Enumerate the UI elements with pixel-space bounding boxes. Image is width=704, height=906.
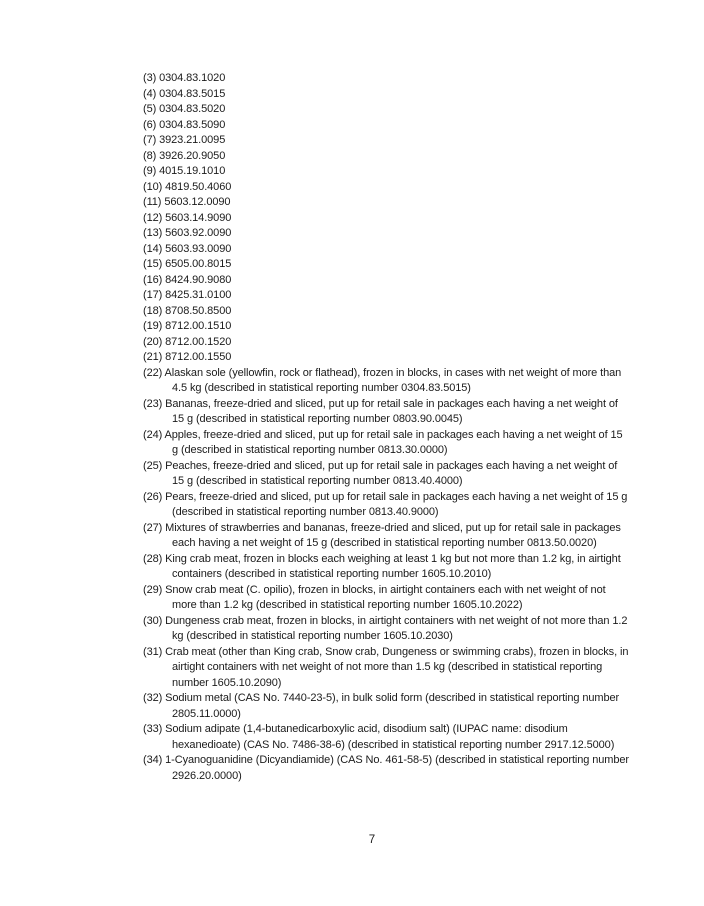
item-number: (6) [143, 118, 157, 131]
list-item [143, 180, 630, 196]
item-number: (31) [143, 645, 163, 658]
item-text: Dungeness crab meat, frozen in blocks, in airtight containers with net weight of not more than 1.2 kg (described in statistical reporting number 1605.10.2030) [165, 614, 628, 642]
item-text: 5603.14.9090 [165, 211, 232, 224]
item-text: 0304.83.1020 [159, 72, 226, 84]
item-text: Crab meat (other than King crab, Snow crab, Dungeness or swimming crabs), frozen in blocks, in airtight containers with net weight of not more than 1.5 kg (described in statistical reporting number 1605.10.2090) [165, 645, 629, 689]
item-text: Alaskan sole (yellowfin, rock or flathead), frozen in blocks, in cases with net weight of more than 4.5 kg (described in statistical reporting number 0304.83.5015) [164, 366, 622, 394]
item-number: (24) [143, 428, 163, 441]
item-text: 8425.31.0100 [165, 289, 232, 301]
list-item [143, 335, 630, 351]
list-item [143, 722, 630, 753]
list-item [143, 552, 630, 583]
item-text: 6505.00.8015 [165, 258, 232, 270]
item-number: (18) [143, 304, 163, 317]
list-item [143, 459, 630, 490]
list-item [143, 350, 630, 366]
list-item [143, 273, 630, 289]
item-text: Snow crab meat (C. opilio), frozen in blocks, in airtight containers each with net weight of not more than 1.2 kg (described in statistical reporting number 1605.10.2022) [165, 583, 606, 611]
list-item [143, 257, 630, 273]
item-text: 8712.00.1550 [165, 351, 232, 363]
list-item [143, 226, 630, 242]
list-item [143, 133, 630, 149]
item-text: 1-Cyanoguanidine (Dicyandiamide) (CAS No. 461-58-5) (described in statistical reporting number 2926.20.0000) [165, 754, 629, 782]
item-number: (17) [143, 289, 163, 301]
item-number: (25) [143, 459, 163, 472]
item-number: (19) [143, 320, 163, 332]
list-item [143, 614, 630, 645]
list-item [143, 645, 630, 692]
list-item [143, 118, 630, 134]
item-text: Pears, freeze-dried and sliced, put up for retail sale in packages each having a net weight of 15 g (described in statistical reporting number 0813.40.9000) [165, 490, 628, 518]
list-item [143, 195, 630, 211]
list-item [143, 490, 630, 521]
item-number: (13) [143, 227, 163, 239]
list-item [143, 102, 630, 118]
item-number: (27) [143, 521, 163, 534]
list-item [143, 211, 630, 227]
item-number: (23) [143, 397, 163, 410]
item-number: (3) [143, 72, 157, 84]
item-number: (11) [143, 196, 162, 208]
list-item [143, 397, 630, 428]
item-number: (14) [143, 242, 163, 255]
item-text: Mixtures of strawberries and bananas, freeze-dried and sliced, put up for retail sale in packages each having a net weight of 15 g (described in statistical reporting number 0813.50.0020) [165, 521, 621, 549]
item-number: (29) [143, 583, 163, 596]
page-number: 7 [368, 834, 376, 846]
item-text: Peaches, freeze-dried and sliced, put up for retail sale in packages each having a net weight of 15 g (described in statistical reporting number 0813.40.4000) [165, 459, 618, 487]
item-number: (8) [143, 149, 157, 162]
item-text: 5603.12.0090 [164, 196, 231, 208]
item-text: 8708.50.8500 [165, 304, 232, 317]
item-text: 8712.00.1520 [165, 335, 232, 348]
item-number: (32) [143, 692, 163, 704]
item-number: (33) [143, 723, 163, 735]
item-number: (4) [143, 87, 157, 100]
list-item [143, 753, 630, 784]
item-text: 3923.21.0095 [159, 134, 226, 146]
item-number: (7) [143, 134, 157, 146]
item-text: Apples, freeze-dried and sliced, put up for retail sale in packages each having a net weight of 15 g (described in statistical reporting number 0813.30.0000) [164, 428, 623, 456]
item-text: 4015.19.1010 [159, 165, 226, 177]
item-number: (16) [143, 273, 163, 286]
item-number: (10) [143, 180, 163, 193]
item-number: (30) [143, 614, 163, 627]
item-number: (15) [143, 258, 163, 270]
list-item [143, 304, 630, 320]
item-number: (21) [143, 351, 163, 363]
item-number: (20) [143, 335, 163, 348]
item-text: Sodium adipate (1,4-butanedicarboxylic acid, disodium salt) (IUPAC name: disodium hexanedioate) (CAS No. 7486-38-6) (described in statistical reporting number 2917.12.5000) [165, 723, 615, 751]
item-number: (22) [143, 366, 163, 379]
list-item [143, 366, 630, 397]
item-text: 0304.83.5020 [159, 103, 226, 115]
exclusions-list [143, 71, 630, 784]
list-item [143, 319, 630, 335]
item-number: (5) [143, 103, 157, 115]
item-number: (34) [143, 754, 163, 766]
list-item [143, 71, 630, 87]
item-text: Bananas, freeze-dried and sliced, put up for retail sale in packages each having a net weight of 15 g (described in statistical reporting number 0803.90.0045) [165, 397, 618, 425]
list-item [143, 691, 630, 722]
list-item [143, 583, 630, 614]
item-number: (26) [143, 490, 163, 503]
list-item [143, 521, 630, 552]
item-text: 0304.83.5015 [159, 87, 226, 100]
item-text: Sodium metal (CAS No. 7440-23-5), in bulk solid form (described in statistical reporting number 2805.11.0000) [165, 692, 620, 720]
list-item [143, 149, 630, 165]
item-text: 5603.93.0090 [165, 242, 232, 255]
item-text: King crab meat, frozen in blocks each weighing at least 1 kg but not more than 1.2 kg, in airtight containers (described in statistical reporting number 1605.10.2010) [165, 552, 621, 580]
list-item [143, 428, 630, 459]
list-item [143, 288, 630, 304]
item-text: 8424.90.9080 [165, 273, 232, 286]
item-text: 0304.83.5090 [159, 118, 226, 131]
list-item [143, 164, 630, 180]
list-item [143, 242, 630, 258]
item-number: (12) [143, 211, 163, 224]
item-number: (28) [143, 552, 163, 565]
item-text: 5603.92.0090 [165, 227, 232, 239]
item-text: 8712.00.1510 [165, 320, 232, 332]
item-text: 4819.50.4060 [165, 180, 232, 193]
list-item [143, 87, 630, 103]
item-number: (9) [143, 165, 157, 177]
item-text: 3926.20.9050 [159, 149, 226, 162]
